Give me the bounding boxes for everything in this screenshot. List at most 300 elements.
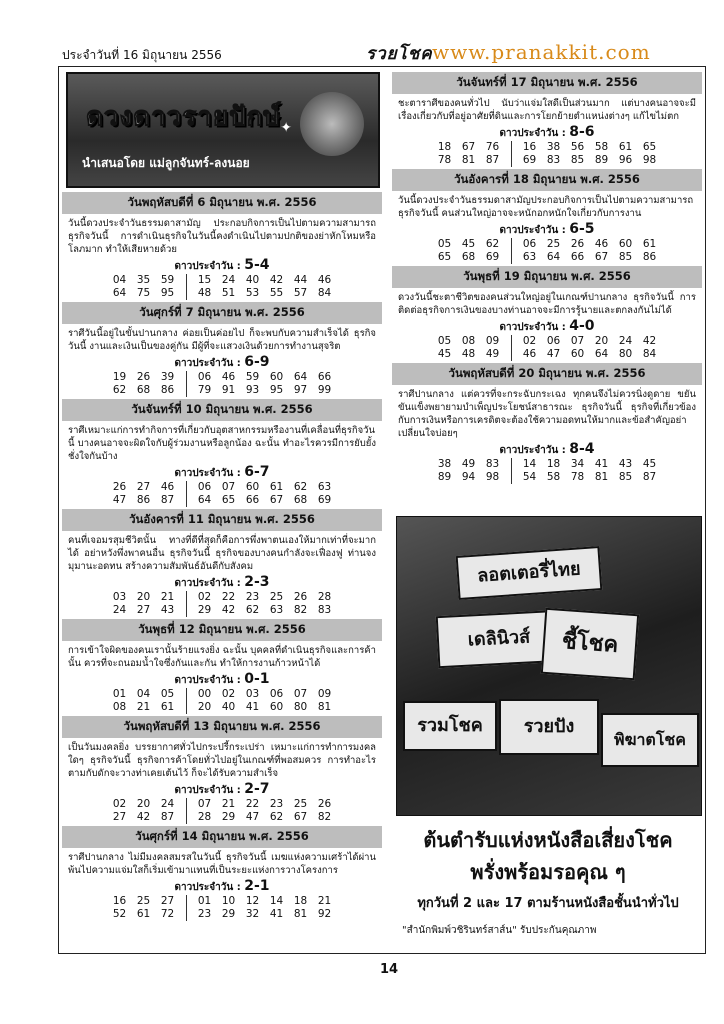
lucky-star-value: 4-0 xyxy=(569,318,595,334)
lucky-number: 52 xyxy=(112,908,127,920)
lucky-number: 46 xyxy=(594,238,609,250)
lucky-number: 08 xyxy=(112,701,127,713)
lucky-number: 57 xyxy=(293,287,308,299)
lucky-number: 25 xyxy=(546,238,561,250)
lucky-number: 09 xyxy=(317,688,332,700)
lucky-number: 89 xyxy=(437,471,452,483)
lucky-number: 86 xyxy=(160,384,175,396)
lucky-number: 45 xyxy=(437,348,452,360)
advert-package-ruay: รวยปัง xyxy=(499,699,599,755)
lucky-number: 59 xyxy=(245,371,260,383)
lucky-number: 41 xyxy=(269,908,284,920)
lucky-number: 78 xyxy=(437,154,452,166)
lucky-number: 66 xyxy=(317,371,332,383)
horoscope-day-section xyxy=(62,826,382,921)
lucky-number: 14 xyxy=(269,895,284,907)
lucky-number: 27 xyxy=(112,811,127,823)
lucky-number: 67 xyxy=(461,141,476,153)
lucky-number: 32 xyxy=(245,908,260,920)
horoscope-day-section xyxy=(62,302,382,397)
lucky-number: 58 xyxy=(594,141,609,153)
lucky-number: 02 xyxy=(112,798,127,810)
lucky-number: 15 xyxy=(197,274,212,286)
lucky-number: 81 xyxy=(461,154,476,166)
lucky-number: 46 xyxy=(160,481,175,493)
lucky-star-label: ดาวประจำวัน : xyxy=(174,358,241,369)
lucky-number: 07 xyxy=(570,335,585,347)
lucky-number: 44 xyxy=(293,274,308,286)
lucky-number: 39 xyxy=(160,371,175,383)
lucky-number: 61 xyxy=(160,701,175,713)
lucky-number: 01 xyxy=(197,895,212,907)
day-heading: วันศุกร์ที่ 14 มิถุนายน พ.ศ. 2556 xyxy=(62,826,382,848)
lucky-star-line xyxy=(62,574,382,591)
page-number: 14 xyxy=(380,962,399,977)
lucky-star-value: 0-1 xyxy=(244,671,270,687)
lucky-number: 04 xyxy=(136,688,151,700)
advert-line1: ต้นตำรับแห่งหนังสือเสี่ยงโชค xyxy=(423,828,673,852)
lucky-star-value: 6-7 xyxy=(244,464,270,480)
lucky-numbers-row xyxy=(62,481,382,494)
lucky-number: 68 xyxy=(461,251,476,263)
lucky-number: 78 xyxy=(570,471,585,483)
lucky-number: 24 xyxy=(618,335,633,347)
lucky-number: 43 xyxy=(160,604,175,616)
lucky-number: 64 xyxy=(197,494,212,506)
number-divider xyxy=(511,348,512,361)
lucky-number: 79 xyxy=(197,384,212,396)
lucky-number: 47 xyxy=(245,811,260,823)
lucky-number: 28 xyxy=(197,811,212,823)
lucky-number: 91 xyxy=(221,384,236,396)
lucky-number: 54 xyxy=(522,471,537,483)
day-description: ราศีปานกลาง ไม่มีมงคลสมรสในวันนี้ ธุรกิจวันนี้ เมฆแห่งความเศร้าได้ผ่านพ้นไปความแจ่มใสก็เริ่มเข้ามาแทนที่เป็นระยะแห่งการวางโครงการ xyxy=(68,852,376,876)
lucky-number: 03 xyxy=(112,591,127,603)
lucky-number: 26 xyxy=(136,371,151,383)
number-divider xyxy=(511,251,512,264)
lucky-number: 26 xyxy=(112,481,127,493)
lucky-star-label: ดาวประจำวัน : xyxy=(499,322,566,333)
lucky-numbers-row xyxy=(62,371,382,384)
lucky-number: 09 xyxy=(485,335,500,347)
lucky-number: 21 xyxy=(160,591,175,603)
lucky-number: 42 xyxy=(269,274,284,286)
lucky-star-value: 8-6 xyxy=(569,124,595,140)
lucky-number: 66 xyxy=(245,494,260,506)
lucky-number: 07 xyxy=(221,481,236,493)
lucky-star-value: 2-1 xyxy=(244,878,270,894)
lucky-numbers-row xyxy=(62,274,382,287)
lucky-star-label: ดาวประจำวัน : xyxy=(174,468,241,479)
lucky-number: 34 xyxy=(570,458,585,470)
lucky-number: 85 xyxy=(570,154,585,166)
horoscope-day-section xyxy=(62,509,382,617)
lucky-number: 61 xyxy=(642,238,657,250)
lucky-star-label: ดาวประจำวัน : xyxy=(499,445,566,456)
lucky-number: 86 xyxy=(642,251,657,263)
lucky-number: 45 xyxy=(461,238,476,250)
lucky-number: 05 xyxy=(437,238,452,250)
lucky-number: 06 xyxy=(546,335,561,347)
lucky-number: 60 xyxy=(269,701,284,713)
lucky-number: 86 xyxy=(136,494,151,506)
masthead-logo: รวยโชค xyxy=(366,44,433,64)
day-description: ดวงวันนี้ชะตาชีวิตของคนส่วนใหญ่อยู่ในเกณฑ์ปานกลาง ธุรกิจวันนี้ การติดต่อธุรกิจการเงินของบางท่านอาจจะมีการรู้นายและตกลงกันไม่ได้ xyxy=(398,292,696,316)
lucky-number: 81 xyxy=(594,471,609,483)
lucky-number: 03 xyxy=(245,688,260,700)
day-description: วันนี้ดวงประจำวันธรรมดาสามัญ ประกอบกิจการเป็นไปตามความสามารถ ธุรกิจวันนี้ การดำเนินธุรกิจในวันนี้คงดำเนินไปตามปกติของย่าหักโหมหรือโลภมาก ทำให้เสียหายด้วย xyxy=(68,218,376,255)
lucky-number: 00 xyxy=(197,688,212,700)
lucky-numbers-row xyxy=(392,141,702,154)
day-heading: วันพฤหัสบดีที่ 20 มิถุนายน พ.ศ. 2556 xyxy=(392,363,702,385)
lucky-number: 21 xyxy=(136,701,151,713)
number-divider xyxy=(186,371,187,384)
sun-image xyxy=(300,92,364,156)
lucky-number: 19 xyxy=(112,371,127,383)
lucky-number: 87 xyxy=(160,811,175,823)
day-heading: วันพุธที่ 12 มิถุนายน พ.ศ. 2556 xyxy=(62,619,382,641)
lucky-number: 56 xyxy=(570,141,585,153)
lucky-number: 29 xyxy=(221,908,236,920)
lucky-star-line xyxy=(62,464,382,481)
lucky-number: 28 xyxy=(317,591,332,603)
day-description: วันนี้ดวงประจำวันธรรมดาสามัญประกอบกิจการเป็นไปตามความสามารถ ธุรกิจวันนี้ คนส่วนใหญ่อาจจะหนักอกหนักใจเกี่ยวกับการงาน xyxy=(398,195,694,219)
lucky-number: 26 xyxy=(293,591,308,603)
banner-title: ดวงดาวรายปักษ์ xyxy=(86,102,282,132)
lucky-number: 18 xyxy=(437,141,452,153)
lucky-number: 16 xyxy=(112,895,127,907)
lucky-number: 08 xyxy=(461,335,476,347)
lucky-number: 18 xyxy=(293,895,308,907)
lucky-star-line xyxy=(62,878,382,895)
lucky-number: 42 xyxy=(642,335,657,347)
lucky-number: 87 xyxy=(160,494,175,506)
lucky-number: 80 xyxy=(293,701,308,713)
lucky-number: 62 xyxy=(269,811,284,823)
lucky-star-label: ดาวประจำวัน : xyxy=(174,882,241,893)
advert-line4: "สำนักพิมพ์วชิรินทร์สาส์น" รับประกันคุณภาพ xyxy=(402,925,597,936)
lucky-star-line xyxy=(62,354,382,371)
lucky-number: 12 xyxy=(245,895,260,907)
lucky-number: 58 xyxy=(546,471,561,483)
column-banner xyxy=(66,72,380,188)
lucky-number: 62 xyxy=(245,604,260,616)
lucky-number: 69 xyxy=(522,154,537,166)
lucky-number: 29 xyxy=(221,811,236,823)
number-divider xyxy=(511,238,512,251)
day-heading: วันจันทร์ที่ 10 มิถุนายน พ.ศ. 2556 xyxy=(62,399,382,421)
number-divider xyxy=(186,591,187,604)
lucky-number: 20 xyxy=(136,591,151,603)
lucky-star-line xyxy=(392,124,702,141)
horoscope-day-section xyxy=(62,399,382,507)
lucky-numbers-row xyxy=(62,688,382,701)
lucky-number: 25 xyxy=(136,895,151,907)
number-divider xyxy=(186,384,187,397)
lucky-number: 76 xyxy=(485,141,500,153)
lucky-numbers-row xyxy=(62,701,382,714)
lucky-number: 63 xyxy=(522,251,537,263)
day-heading: วันพฤหัสบดีที่ 6 มิถุนายน พ.ศ. 2556 xyxy=(62,192,382,214)
lucky-number: 83 xyxy=(485,458,500,470)
lucky-number: 25 xyxy=(269,591,284,603)
lucky-number: 46 xyxy=(317,274,332,286)
lucky-star-value: 5-4 xyxy=(244,257,270,273)
lucky-number: 21 xyxy=(221,798,236,810)
lucky-star-line xyxy=(392,318,702,335)
lucky-number: 89 xyxy=(594,154,609,166)
lucky-number: 24 xyxy=(160,798,175,810)
lucky-numbers-row xyxy=(62,895,382,908)
number-divider xyxy=(186,604,187,617)
lucky-number: 41 xyxy=(594,458,609,470)
lucky-star-value: 6-5 xyxy=(569,221,595,237)
lucky-star-line xyxy=(62,781,382,798)
lucky-number: 07 xyxy=(293,688,308,700)
lucky-number: 94 xyxy=(461,471,476,483)
left-column xyxy=(62,70,382,923)
lucky-number: 49 xyxy=(485,348,500,360)
lucky-number: 62 xyxy=(293,481,308,493)
horoscope-day-section xyxy=(62,619,382,714)
lucky-number: 53 xyxy=(245,287,260,299)
lucky-number: 41 xyxy=(245,701,260,713)
lucky-numbers-row xyxy=(62,591,382,604)
lucky-number: 10 xyxy=(221,895,236,907)
lucky-number: 47 xyxy=(546,348,561,360)
lucky-star-label: ดาวประจำวัน : xyxy=(174,675,241,686)
lucky-number: 61 xyxy=(618,141,633,153)
lucky-number: 45 xyxy=(642,458,657,470)
number-divider xyxy=(186,908,187,921)
lucky-numbers-row xyxy=(62,798,382,811)
lucky-number: 59 xyxy=(160,274,175,286)
lucky-number: 26 xyxy=(570,238,585,250)
horoscope-day-section xyxy=(392,363,702,484)
lucky-star-label: ดาวประจำวัน : xyxy=(499,225,566,236)
advert-image xyxy=(396,516,702,816)
horoscope-day-section xyxy=(392,169,702,264)
lucky-number: 06 xyxy=(197,371,212,383)
number-divider xyxy=(511,154,512,167)
number-divider xyxy=(186,494,187,507)
lucky-number: 42 xyxy=(136,811,151,823)
lucky-number: 80 xyxy=(618,348,633,360)
lucky-number: 61 xyxy=(269,481,284,493)
lucky-number: 04 xyxy=(112,274,127,286)
lucky-star-value: 2-3 xyxy=(244,574,270,590)
lucky-star-label: ดาวประจำวัน : xyxy=(174,785,241,796)
lucky-number: 51 xyxy=(221,287,236,299)
lucky-number: 67 xyxy=(293,811,308,823)
lucky-number: 82 xyxy=(317,811,332,823)
lucky-number: 22 xyxy=(221,591,236,603)
lucky-number: 65 xyxy=(221,494,236,506)
lucky-number: 62 xyxy=(112,384,127,396)
lucky-number: 23 xyxy=(245,591,260,603)
lucky-numbers-row xyxy=(392,471,702,484)
number-divider xyxy=(186,287,187,300)
lucky-number: 62 xyxy=(485,238,500,250)
lucky-number: 06 xyxy=(197,481,212,493)
lucky-number: 69 xyxy=(485,251,500,263)
lucky-numbers-row xyxy=(392,238,702,251)
banner-byline: นำเสนอโดย แม่ลูกจันทร์-ลงนอย xyxy=(82,156,250,170)
lucky-numbers-row xyxy=(62,908,382,921)
lucky-number: 87 xyxy=(642,471,657,483)
lucky-number: 84 xyxy=(317,287,332,299)
lucky-number: 23 xyxy=(269,798,284,810)
lucky-number: 65 xyxy=(642,141,657,153)
lucky-number: 60 xyxy=(570,348,585,360)
lucky-number: 95 xyxy=(160,287,175,299)
advert-package-ruamchok: รวมโชค xyxy=(403,701,497,751)
lucky-number: 27 xyxy=(136,481,151,493)
horoscope-day-section xyxy=(62,716,382,824)
lucky-number: 65 xyxy=(437,251,452,263)
lucky-number: 27 xyxy=(136,604,151,616)
lucky-number: 20 xyxy=(136,798,151,810)
lucky-number: 40 xyxy=(245,274,260,286)
lucky-number: 48 xyxy=(461,348,476,360)
advert-package-chok: ชี้โชค xyxy=(541,608,639,680)
lucky-number: 02 xyxy=(197,591,212,603)
lucky-number: 84 xyxy=(642,348,657,360)
lucky-numbers-row xyxy=(62,811,382,824)
lucky-number: 68 xyxy=(293,494,308,506)
lucky-number: 14 xyxy=(522,458,537,470)
lucky-number: 67 xyxy=(269,494,284,506)
lucky-number: 43 xyxy=(618,458,633,470)
advert-package-lottery: ลอตเตอรี่ไทย xyxy=(456,546,603,600)
day-heading: วันอังคารที่ 18 มิถุนายน พ.ศ. 2556 xyxy=(392,169,702,191)
lucky-number: 60 xyxy=(618,238,633,250)
lucky-number: 02 xyxy=(221,688,236,700)
number-divider xyxy=(511,458,512,471)
lucky-number: 47 xyxy=(112,494,127,506)
horoscope-day-section xyxy=(392,266,702,361)
lucky-number: 22 xyxy=(245,798,260,810)
number-divider xyxy=(186,481,187,494)
lucky-number: 75 xyxy=(136,287,151,299)
lucky-number: 25 xyxy=(293,798,308,810)
lucky-star-value: 6-9 xyxy=(244,354,270,370)
lucky-number: 96 xyxy=(618,154,633,166)
lucky-number: 26 xyxy=(317,798,332,810)
lucky-number: 40 xyxy=(221,701,236,713)
lucky-number: 42 xyxy=(221,604,236,616)
lucky-number: 69 xyxy=(317,494,332,506)
lucky-number: 35 xyxy=(136,274,151,286)
lucky-numbers-row xyxy=(62,287,382,300)
lucky-number: 98 xyxy=(485,471,500,483)
day-description: ราศีวันนี้อยู่ในขั้นปานกลาง ค่อยเป็นค่อยไป ก็จะพบกับความสำเร็จได้ ธุรกิจวันนี้ งานและเงินเป็นของคู่กัน มีผู้ที่จะแสวงเงินด้วยการทำงานสุจริต xyxy=(68,328,376,352)
website-watermark: www.pranakkit.com xyxy=(432,40,651,64)
lucky-number: 24 xyxy=(221,274,236,286)
lucky-number: 81 xyxy=(293,908,308,920)
lucky-star-label: ดาวประจำวัน : xyxy=(174,261,241,272)
lucky-numbers-row xyxy=(392,348,702,361)
lucky-number: 27 xyxy=(160,895,175,907)
number-divider xyxy=(186,701,187,714)
lucky-number: 97 xyxy=(293,384,308,396)
lucky-number: 38 xyxy=(546,141,561,153)
lucky-number: 99 xyxy=(317,384,332,396)
day-heading: วันพุธที่ 19 มิถุนายน พ.ศ. 2556 xyxy=(392,266,702,288)
lucky-number: 20 xyxy=(594,335,609,347)
lucky-number: 68 xyxy=(136,384,151,396)
day-description: ราศีเหมาะแก่การทำกิจการที่เกี่ยวกับอุตสาหกรรมหรืองานที่เคลื่อนที่ธุรกิจวันนี้ บางคนอาจจะผิดใจกับผู้ร่วมงานหรือลูกน้อง ฉะนั้น ทำอะไรควรมีการยับยั้งชั่งใจกันบ้าง xyxy=(68,425,376,462)
lucky-number: 29 xyxy=(197,604,212,616)
lucky-number: 85 xyxy=(618,471,633,483)
day-description: คนที่เจอมรสุมชีวิตนั้น ทางที่ดีที่สุดก็คือการพึ่งพาตนเองให้มากเท่าที่จะมากได้ อย่าหวังพึ่งพาคนอื่น ธุรกิจวันนี้ ธุรกิจของบางคนกำลังจะเฟื่องฟู ท่านจงมุมานะอดทน สร้างความสัมพันธ์อันดีกับสังคม xyxy=(68,535,376,572)
lucky-number: 82 xyxy=(293,604,308,616)
right-column xyxy=(392,70,702,486)
issue-date: ประจำวันที่ 16 มิถุนายน 2556 xyxy=(62,48,222,62)
lucky-number: 66 xyxy=(570,251,585,263)
lucky-star-line xyxy=(62,257,382,274)
day-heading: วันศุกร์ที่ 7 มิถุนายน พ.ศ. 2556 xyxy=(62,302,382,324)
lucky-number: 01 xyxy=(112,688,127,700)
advert-line2: พรั่งพร้อมรอคุณ ๆ xyxy=(470,860,626,884)
lucky-number: 63 xyxy=(269,604,284,616)
lucky-number: 38 xyxy=(437,458,452,470)
lucky-number: 46 xyxy=(522,348,537,360)
lucky-number: 02 xyxy=(522,335,537,347)
advert-package-daily: เดลินิวส์ xyxy=(436,610,563,668)
lucky-number: 60 xyxy=(245,481,260,493)
lucky-number: 48 xyxy=(197,287,212,299)
lucky-number: 23 xyxy=(197,908,212,920)
lucky-numbers-row xyxy=(62,494,382,507)
lucky-number: 64 xyxy=(594,348,609,360)
lucky-number: 06 xyxy=(522,238,537,250)
lucky-star-line xyxy=(392,441,702,458)
lucky-number: 72 xyxy=(160,908,175,920)
lucky-number: 83 xyxy=(317,604,332,616)
lucky-number: 20 xyxy=(197,701,212,713)
lucky-number: 16 xyxy=(522,141,537,153)
lucky-number: 64 xyxy=(293,371,308,383)
star-icon: ✦ xyxy=(280,120,292,136)
horoscope-day-section xyxy=(62,192,382,300)
day-description: ชะตาราศีของคนทั่วไป นับว่าแจ่มใสดีเป็นส่วนมาก แต่บางคนอาจจะมีเรื่องเกี่ยวกับที่อยู่อาศัยที่ดินและการโยกย้ายตำแหน่งต่างๆ แก้ไขไม่ตก xyxy=(398,98,696,122)
day-description: ราศีปานกลาง แต่ควรที่จะกระฉับกระเฉง ทุกคนจึงไม่ควรนิ่งดูดาย ขยันขันแข็งพยายามบำเพ็ญประโยชน์สาธารณะ ธุรกิจวันนี้ ธุรกิจที่เกี่ยวข้องกับการเงินหรือการเครดิตจะต้องใช้ความอดทนให้มากและข้อสำคัญอย่าเปลี่ยนใจบ่อยๆ xyxy=(398,389,696,439)
lucky-number: 06 xyxy=(269,688,284,700)
lucky-star-line xyxy=(392,221,702,238)
lucky-number: 85 xyxy=(618,251,633,263)
advert-line3: ทุกวันที่ 2 และ 17 ตามร้านหนังสือชั้นนำทั่วไป xyxy=(417,896,679,911)
number-divider xyxy=(186,688,187,701)
lucky-number: 64 xyxy=(546,251,561,263)
lucky-number: 05 xyxy=(160,688,175,700)
lucky-number: 60 xyxy=(269,371,284,383)
lucky-number: 05 xyxy=(437,335,452,347)
lucky-number: 81 xyxy=(317,701,332,713)
lucky-star-line xyxy=(62,671,382,688)
horoscope-day-section xyxy=(392,72,702,167)
lucky-star-label: ดาวประจำวัน : xyxy=(174,578,241,589)
lucky-number: 61 xyxy=(136,908,151,920)
number-divider xyxy=(511,141,512,154)
lucky-number: 64 xyxy=(112,287,127,299)
lucky-number: 18 xyxy=(546,458,561,470)
lucky-numbers-row xyxy=(392,154,702,167)
number-divider xyxy=(511,471,512,484)
lucky-star-value: 2-7 xyxy=(244,781,270,797)
advert-text xyxy=(396,818,700,944)
lucky-number: 24 xyxy=(112,604,127,616)
